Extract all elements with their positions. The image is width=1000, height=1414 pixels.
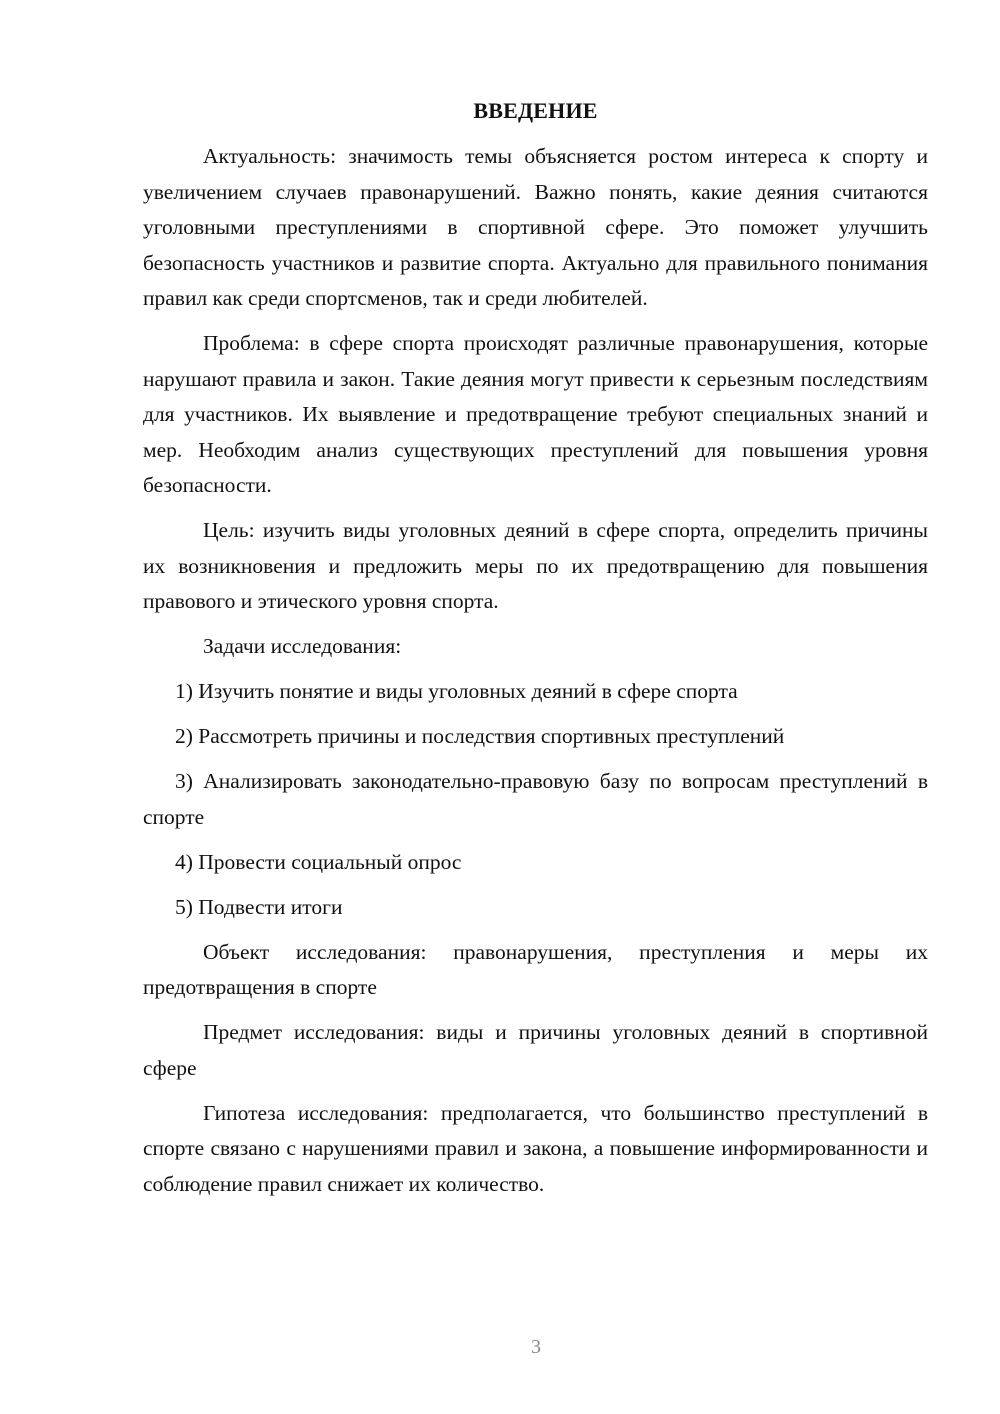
task-item-3: 3) Анализировать законодательно-правовую базу по вопросам преступлений в спорте bbox=[143, 769, 928, 829]
task-item-4: 4) Провести социальный опрос bbox=[175, 849, 462, 874]
tasks-heading: Задачи исследования: bbox=[203, 634, 402, 658]
task-item-1: 1) Изучить понятие и виды уголовных деяний в сфере спорта bbox=[175, 679, 738, 703]
document-page bbox=[143, 96, 928, 1212]
paragraph-object: Объект исследования: правонарушения, преступления и меры их предотвращения в спорте bbox=[143, 939, 928, 999]
page-number: 3 bbox=[531, 1336, 541, 1358]
task-item-5: 5) Подвести итоги bbox=[175, 894, 343, 919]
paragraph-subject: Предмет исследования: виды и причины уголовных деяний в спортивной сфере bbox=[143, 1020, 928, 1080]
paragraph-relevance: Актуальность: значимость темы объясняется ростом интереса к спорту и увеличением случаев правонарушений. Важно понять, какие деяния считаются уголовными преступлениями в спортивной сфере. Это поможет улучшить безопасность участников и развитие спорта. Актуально для правильного понимания правил как среди спортсменов, так и среди любителей. bbox=[143, 144, 928, 310]
paragraph-problem: Проблема: в сфере спорта происходят различные правонарушения, которые нарушают правила и закон. Такие деяния могут привести к серьезным последствиям для участников. Их выявление и предотвращение требуют специальных знаний и мер. Необходим анализ существующих преступлений для повышения уровня безопасности. bbox=[143, 331, 928, 497]
task-item-2: 2) Рассмотреть причины и последствия спортивных преступлений bbox=[175, 724, 785, 748]
paragraph-hypothesis: Гипотеза исследования: предполагается, что большинство преступлений в спорте связано с нарушениями правил и закона, а повышение информированности и соблюдение правил снижает их количество. bbox=[143, 1100, 928, 1196]
paragraph-goal: Цель: изучить виды уголовных деяний в сфере спорта, определить причины их возникновения и предложить меры по их предотвращению для повышения правового и этического уровня спорта. bbox=[143, 518, 928, 613]
section-title: ВВЕДЕНИЕ bbox=[473, 98, 598, 123]
